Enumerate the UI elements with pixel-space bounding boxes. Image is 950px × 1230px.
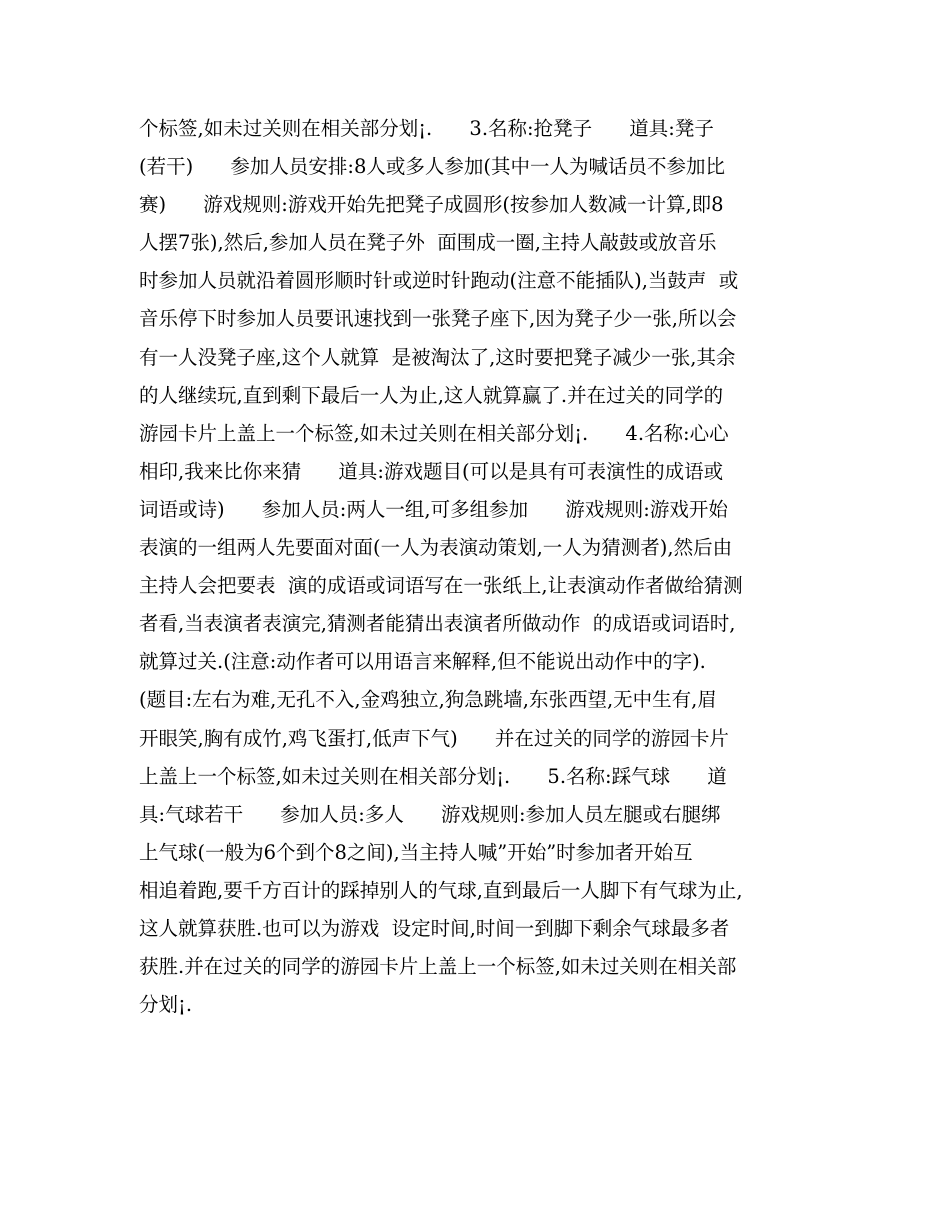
text-line: 者看,当表演者表演完,猜测者能猜出表演者所做动作 的成语或词语时, xyxy=(139,612,736,636)
text-line: 分划¡. xyxy=(139,993,193,1017)
text-line: 游园卡片上盖上一个标签,如未过关则在相关部分划¡. 4.名称:心心 xyxy=(139,421,729,445)
text-line: 具:气球若干 参加人员:多人 游戏规则:参加人员左腿或右腿绑 xyxy=(139,802,721,826)
text-line: 相印,我来比你来猜 道具:游戏题目(可以是具有可表演性的成语或 xyxy=(139,459,724,483)
text-line: 表演的一组两人先要面对面(一人为表演动策划,一人为猜测者),然后由 xyxy=(139,536,733,560)
text-line: (若干) 参加人员安排:8人或多人参加(其中一人为喊话员不参加比 xyxy=(139,155,725,179)
text-line: 词语或诗) 参加人员:两人一组,可多组参加 游戏规则:游戏开始 xyxy=(139,497,728,521)
text-line: 个标签,如未过关则在相关部分划¡. 3.名称:抢凳子 道具:凳子 xyxy=(139,117,714,140)
text-line: 有一人没凳子座,这个人就算 是被淘汰了,这时要把凳子减少一张,其余 xyxy=(139,345,736,369)
text-line: 人摆7张),然后,参加人员在凳子外 面围成一圈,主持人敲鼓或放音乐 xyxy=(139,231,717,255)
text-line: 主持人会把要表 演的成语或词语写在一张纸上,让表演动作者做给猜测 xyxy=(139,574,743,598)
text-line: 相追着跑,要千方百计的踩掉别人的气球,直到最后一人脚下有气球为止, xyxy=(139,878,743,902)
text-line: (题目:左右为难,无孔不入,金鸡独立,狗急跳墙,东张西望,无中生有,眉 xyxy=(139,688,717,712)
text-line: 赛) 游戏规则:游戏开始先把凳子成圆形(按参加人数减一计算,即8 xyxy=(139,193,724,217)
text-line: 上盖上一个标签,如未过关则在相关部分划¡. 5.名称:踩气球 道 xyxy=(139,764,727,788)
text-line: 就算过关.(注意:动作者可以用语言来解释,但不能说出动作中的字). xyxy=(139,650,706,674)
text-line: 时参加人员就沿着圆形顺时针或逆时针跑动(注意不能插队),当鼓声 或 xyxy=(139,269,739,293)
text-line: 获胜.并在过关的同学的游园卡片上盖上一个标签,如未过关则在相关部 xyxy=(139,955,737,979)
text-line: 音乐停下时参加人员要讯速找到一张凳子座下,因为凳子少一张,所以会 xyxy=(139,307,737,331)
text-line: 的人继续玩,直到剩下最后一人为止,这人就算赢了.并在过关的同学的 xyxy=(139,383,724,407)
body-text xyxy=(139,110,819,1024)
text-line: 这人就算获胜.也可以为游戏 设定时间,时间一到脚下剩余气球最多者 xyxy=(139,916,730,940)
text-line: 上气球(一般为6个到个8之间),当主持人喊”开始”时参加者开始互 xyxy=(139,840,693,864)
text-line: 开眼笑,胸有成竹,鸡飞蛋打,低声下气) 并在过关的同学的游园卡片 xyxy=(139,726,729,750)
